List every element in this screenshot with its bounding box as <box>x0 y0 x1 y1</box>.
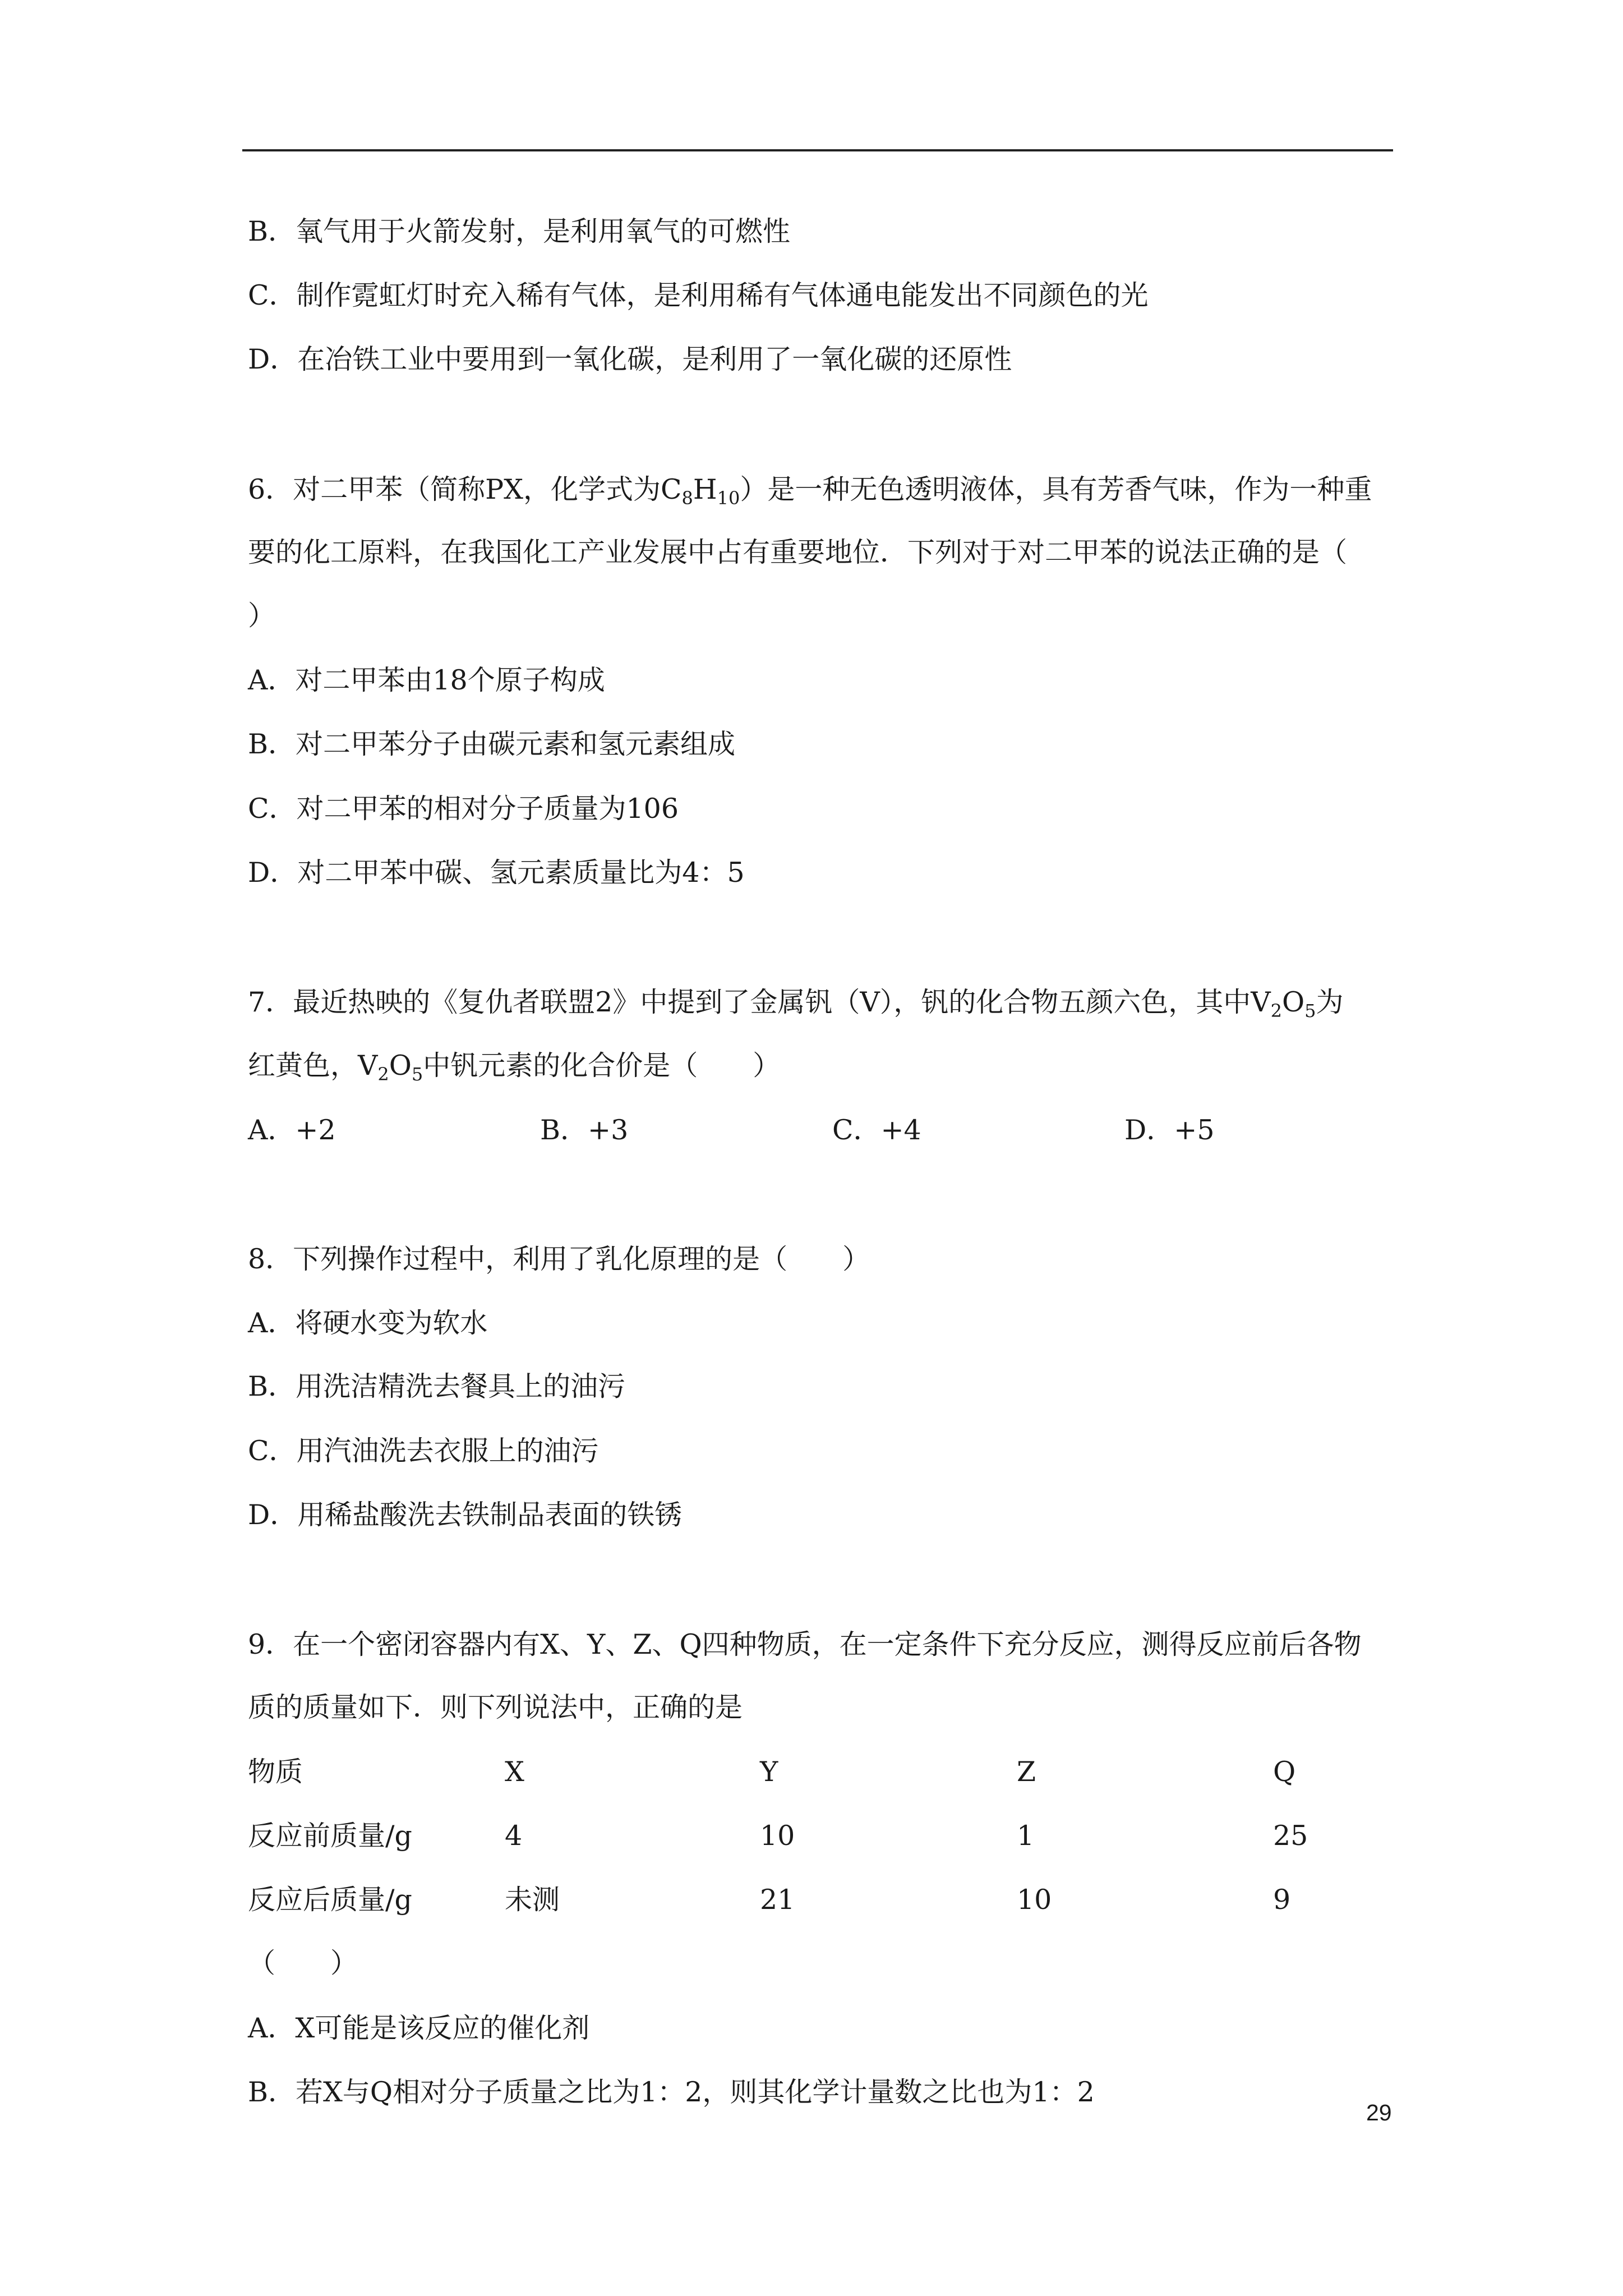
q7-l2-sub5: 5 <box>411 1064 423 1085</box>
table-header-q: Q <box>1273 1756 1296 1788</box>
q6-option-b: B．对二甲苯分子由碳元素和氢元素组成 <box>248 728 736 760</box>
q9-answer-paren: （ ） <box>248 1947 358 1979</box>
q7-option-a: A．+2 <box>248 1114 336 1146</box>
q7-stem-line1 <box>248 986 1344 1028</box>
q8-option-d: D．用稀盐酸洗去铁制品表面的铁锈 <box>248 1499 683 1531</box>
q7-stem-line2 <box>248 1049 780 1091</box>
q6-stem-line2: 要的化工原料，在我国化工产业发展中占有重要地位．下列对于对二甲苯的说法正确的是（ <box>248 536 1348 568</box>
page-number: 29 <box>1366 2100 1392 2125</box>
table-before-q: 25 <box>1273 1820 1308 1852</box>
q9-option-b: B．若X与Q相对分子质量之比为1：2，则其化学计量数之比也为1：2 <box>248 2076 1095 2108</box>
q7-l1-o: O <box>1281 986 1305 1018</box>
table-header-z: Z <box>1017 1756 1036 1788</box>
table-row-before-label: 反应前质量/g <box>248 1820 412 1852</box>
table-after-x: 未测 <box>505 1884 560 1916</box>
table-header-substance: 物质 <box>248 1756 303 1788</box>
q7-option-d: D．+5 <box>1124 1114 1215 1146</box>
q6-option-d: D．对二甲苯中碳、氢元素质量比为4：5 <box>248 857 745 889</box>
table-after-z: 10 <box>1017 1884 1052 1916</box>
q6-sub-10: 10 <box>717 487 740 509</box>
q6-stem-line1 <box>248 473 1372 515</box>
table-before-y: 10 <box>760 1820 795 1852</box>
table-after-y: 21 <box>760 1884 795 1916</box>
q7-l1-sub5: 5 <box>1304 1000 1316 1022</box>
q7-l1-pre: 7．最近热映的《复仇者联盟2》中提到了金属钒（V），钒的化合物五颜六色，其中V <box>248 986 1271 1018</box>
q7-l1-post: 为 <box>1316 986 1344 1018</box>
q6-stem-pre: 6．对二甲苯（简称PX，化学式为C <box>248 473 682 505</box>
table-row-after-label: 反应后质量/g <box>248 1884 412 1916</box>
q7-option-c: C．+4 <box>832 1114 921 1146</box>
q9-stem-line1: 9．在一个密闭容器内有X、Y、Z、Q四种物质，在一定条件下充分反应，测得反应前后各物 <box>248 1628 1362 1660</box>
table-before-z: 1 <box>1017 1820 1035 1852</box>
q7-l2-o: O <box>389 1050 412 1082</box>
q6-stem-post: ）是一种无色透明液体，具有芳香气味，作为一种重 <box>740 473 1372 505</box>
q6-option-a: A．对二甲苯由18个原子构成 <box>248 664 605 696</box>
q8-option-b: B．用洗洁精洗去餐具上的油污 <box>248 1370 626 1402</box>
q7-l2-sub2: 2 <box>377 1064 389 1085</box>
q9-option-a: A．X可能是该反应的催化剂 <box>248 2012 590 2044</box>
q7-l2-pre: 红黄色，V <box>248 1050 378 1082</box>
table-after-q: 9 <box>1273 1884 1291 1916</box>
q6-option-c: C．对二甲苯的相对分子质量为106 <box>248 793 679 825</box>
table-header-x: X <box>505 1756 524 1788</box>
q7-l1-sub2: 2 <box>1270 1000 1282 1022</box>
table-header-y: Y <box>760 1756 778 1788</box>
q9-stem-line2: 质的质量如下．则下列说法中，正确的是 <box>248 1691 743 1723</box>
q6-stem-line3: ） <box>248 600 276 632</box>
q6-h: H <box>693 473 717 505</box>
table-before-x: 4 <box>505 1820 523 1852</box>
q8-option-a: A．将硬水变为软水 <box>248 1307 488 1339</box>
q7-l2-post: 中钒元素的化合价是（ ） <box>423 1050 781 1082</box>
q5-option-d: D．在冶铁工业中要用到一氧化碳，是利用了一氧化碳的还原性 <box>248 343 1012 375</box>
q5-option-c: C．制作霓虹灯时充入稀有气体，是利用稀有气体通电能发出不同颜色的光 <box>248 279 1149 311</box>
q7-option-b: B．+3 <box>540 1114 629 1146</box>
q8-stem: 8．下列操作过程中，利用了乳化原理的是（ ） <box>248 1243 870 1275</box>
q5-option-b: B．氧气用于火箭发射，是利用氧气的可燃性 <box>248 215 791 247</box>
q6-sub-8: 8 <box>681 487 693 509</box>
q8-option-c: C．用汽油洗去衣服上的油污 <box>248 1435 599 1467</box>
header-rule <box>242 149 1393 151</box>
